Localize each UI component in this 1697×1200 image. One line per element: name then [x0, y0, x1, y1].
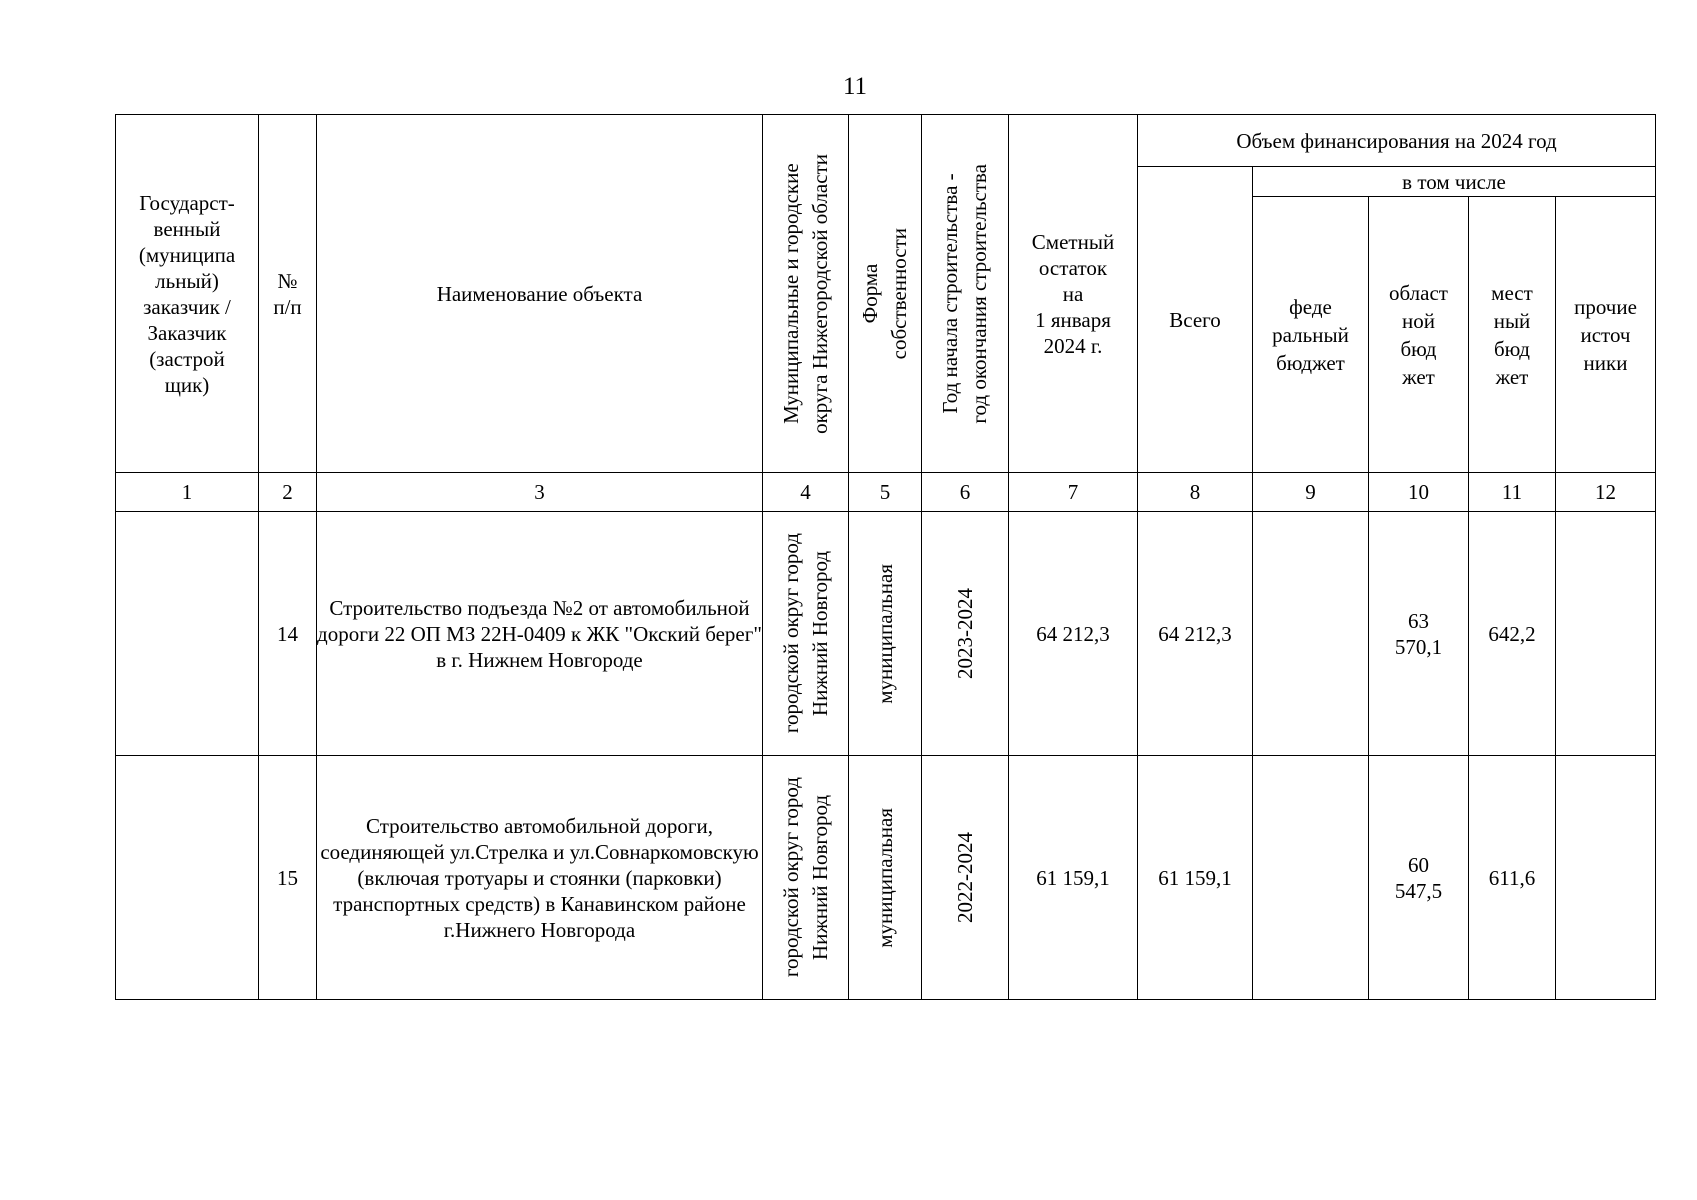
header-ownership: Форма собственности [849, 115, 922, 473]
column-number: 12 [1556, 473, 1656, 512]
table-row [116, 512, 1656, 756]
cell-local: 642,2 [1469, 512, 1556, 756]
financing-table [115, 114, 1656, 1000]
cell-years: 2022-2024 [922, 756, 1009, 1000]
cell-object-name: Строительство подъезда №2 от автомобильной дороги 22 ОП МЗ 22Н-0409 к ЖК "Окский берег" в г. Нижнем Новгороде [317, 512, 763, 756]
page-number: 11 [842, 73, 868, 100]
table-row [116, 756, 1656, 1000]
cell-regional: 63 570,1 [1369, 512, 1469, 756]
cell-total: 64 212,3 [1138, 512, 1253, 756]
column-number: 11 [1469, 473, 1556, 512]
column-number: 9 [1253, 473, 1369, 512]
header-financing-title: Объем финансирования на 2024 год [1138, 115, 1656, 167]
cell-number: 14 [259, 512, 317, 756]
header-total: Всего [1138, 167, 1253, 473]
column-number: 10 [1369, 473, 1469, 512]
cell-other [1556, 512, 1656, 756]
cell-total: 61 159,1 [1138, 756, 1253, 1000]
header-regional: област ной бюд жет [1369, 197, 1469, 473]
cell-local: 611,6 [1469, 756, 1556, 1000]
cell-remaining: 61 159,1 [1009, 756, 1138, 1000]
column-number: 6 [922, 473, 1009, 512]
header-years: Год начала строительства - год окончания строительства [922, 115, 1009, 473]
column-number: 7 [1009, 473, 1138, 512]
header-federal: феде ральный бюджет [1253, 197, 1369, 473]
column-number: 4 [763, 473, 849, 512]
cell-number: 15 [259, 756, 317, 1000]
cell-other [1556, 756, 1656, 1000]
cell-object-name: Строительство автомобильной дороги, соединяющей ул.Стрелка и ул.Совнаркомовскую (включая тротуары и стоянки (парковки) транспортных средств) в Канавинском районе г.Нижнего Новгорода [317, 756, 763, 1000]
cell-district: городской округ город Нижний Новгород [763, 512, 849, 756]
column-number: 8 [1138, 473, 1253, 512]
header-local: мест ный бюд жет [1469, 197, 1556, 473]
header-row-1 [116, 115, 1656, 167]
header-object-name: Наименование объекта [317, 115, 763, 473]
header-remaining: Сметный остаток на 1 января 2024 г. [1009, 115, 1138, 473]
header-other: прочие источ ники [1556, 197, 1656, 473]
column-number: 1 [116, 473, 259, 512]
cell-years: 2023-2024 [922, 512, 1009, 756]
header-including: в том числе [1253, 167, 1656, 197]
cell-regional: 60 547,5 [1369, 756, 1469, 1000]
column-number: 3 [317, 473, 763, 512]
header-number: № п/п [259, 115, 317, 473]
cell-federal [1253, 756, 1369, 1000]
header-district: Муниципальные и городские округа Нижегородской области [763, 115, 849, 473]
cell-federal [1253, 512, 1369, 756]
cell-customer [116, 512, 259, 756]
column-number-row [116, 473, 1656, 512]
cell-customer [116, 756, 259, 1000]
header-customer: Государст- венный (муниципа льный) заказчик / Заказчик (застрой щик) [116, 115, 259, 473]
cell-district: городской округ город Нижний Новгород [763, 756, 849, 1000]
cell-ownership: муниципальная [849, 512, 922, 756]
column-number: 2 [259, 473, 317, 512]
cell-remaining: 64 212,3 [1009, 512, 1138, 756]
column-number: 5 [849, 473, 922, 512]
cell-ownership: муниципальная [849, 756, 922, 1000]
